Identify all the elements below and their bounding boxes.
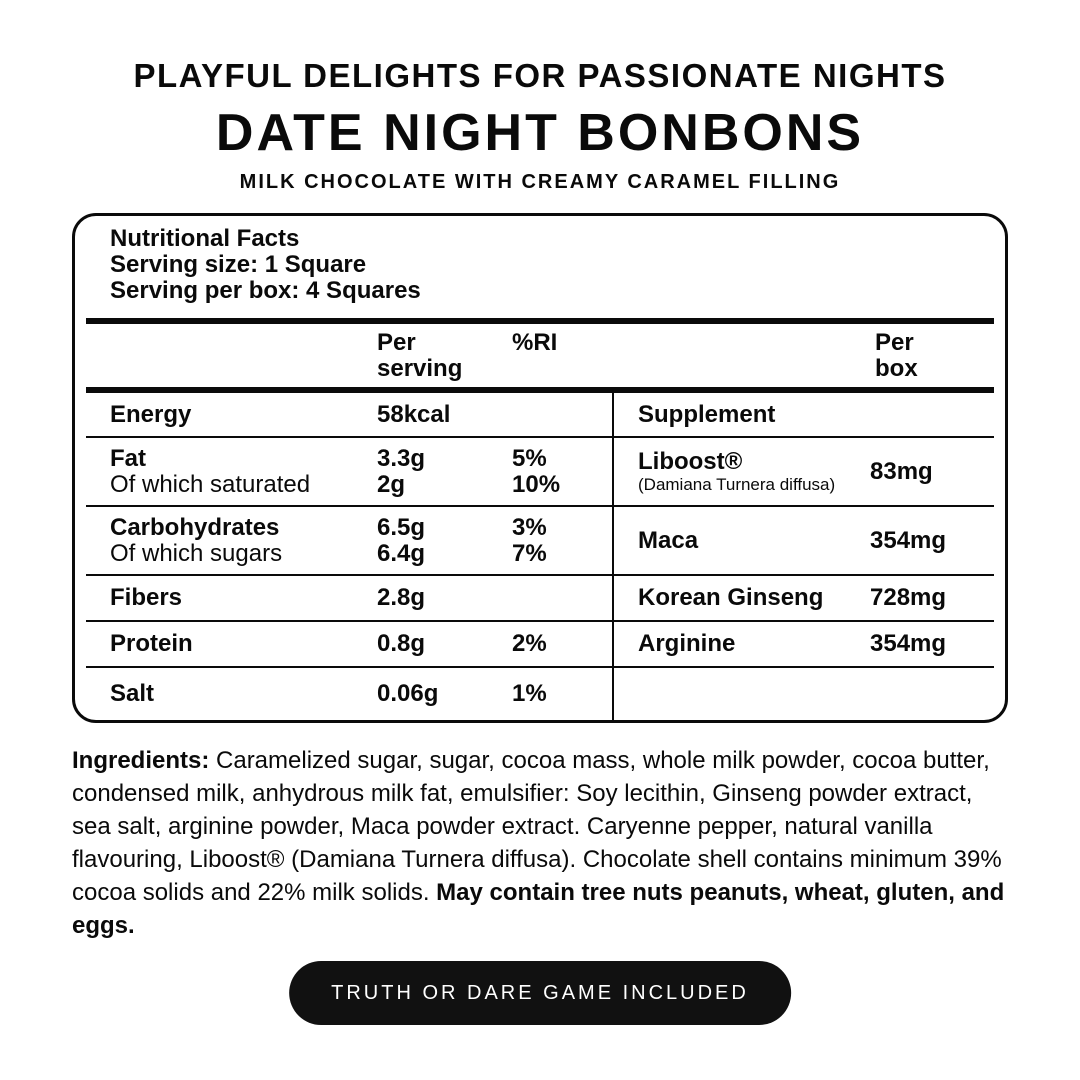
nutrient-value: 58kcal <box>377 400 451 428</box>
supplement-value: 728mg <box>870 584 947 611</box>
supplement-label: Arginine <box>638 630 736 657</box>
nutrient-label: Fibers <box>110 584 183 611</box>
nutrient-ri: 1% <box>512 680 547 707</box>
supplement-label: Liboost® <box>638 448 743 475</box>
divider-thick-top <box>86 318 994 324</box>
table-row-protein <box>86 622 994 668</box>
column-header-text: Per <box>875 329 914 356</box>
nutrient-sub-label: Of which sugars <box>110 539 283 567</box>
nutrient-label: Salt <box>110 680 155 707</box>
column-header-ri: %RI <box>512 329 558 356</box>
supplement-value: 354mg <box>870 526 947 554</box>
nutrient-ri: 3% <box>512 513 547 541</box>
column-header-per-box <box>875 330 918 382</box>
supplement-value: 83mg <box>870 457 933 485</box>
nutrient-label: Energy <box>110 400 192 428</box>
nutrition-table <box>86 393 994 720</box>
nutrient-ri: 2% <box>512 630 547 657</box>
nutrient-value: 0.06g <box>377 680 439 707</box>
product-title: DATE NIGHT BONBONS <box>215 104 865 162</box>
nutrient-label: Protein <box>110 630 193 657</box>
nutrient-sub-value: 6.4g <box>377 539 426 567</box>
nutrient-label: Fat <box>110 444 146 472</box>
nutrient-sub-value: 2g <box>377 470 406 498</box>
column-header-per-serving <box>377 330 462 382</box>
serving-size: Serving size: 1 Square <box>110 251 367 278</box>
product-subtitle: MILK CHOCOLATE WITH CREAMY CARAMEL FILLING <box>239 171 841 193</box>
supplement-section-title: Supplement <box>638 400 776 428</box>
table-row-salt <box>86 668 994 720</box>
allergen-warning: May contain tree nuts peanuts, wheat, gluten, and eggs. <box>72 879 1005 939</box>
table-row-fibers <box>86 576 994 622</box>
nutrient-ri: 5% <box>512 444 547 472</box>
ingredients-text: Caramelized sugar, sugar, cocoa mass, whole milk powder, cocoa butter, condensed milk, anhydrous milk fat, emulsifier: Soy lecithin, Ginseng powder extract, sea salt, arginine powder, Maca powder extract. Caryenne pepper, natural vanilla flavouring, Liboost® (Damiana Turnera diffusa). Chocolate shell contains minimum 39% cocoa solids and 22% milk solids. <box>72 747 1002 906</box>
truth-or-dare-badge <box>289 961 791 1025</box>
table-row-fat <box>86 438 994 507</box>
nutrient-value: 2.8g <box>377 584 426 611</box>
nutrient-sub-label: Of which saturated <box>110 470 311 498</box>
nutrient-value: 6.5g <box>377 513 426 541</box>
column-header-text: Per <box>377 329 416 356</box>
supplement-label: Maca <box>638 526 699 554</box>
table-row-energy <box>86 393 994 438</box>
badge-label: TRUTH OR DARE GAME INCLUDED <box>331 981 749 1004</box>
nutrient-label: Carbohydrates <box>110 513 280 541</box>
column-header-text: box <box>875 355 918 382</box>
nutrient-sub-ri: 10% <box>512 470 561 498</box>
nutrient-value: 3.3g <box>377 444 426 472</box>
supplement-label: Korean Ginseng <box>638 584 824 611</box>
table-row-carbohydrates <box>86 507 994 576</box>
nutrition-facts-title: Nutritional Facts <box>110 225 300 252</box>
supplement-sub-label: (Damiana Turnera diffusa) <box>638 475 836 494</box>
servings-per-box: Serving per box: 4 Squares <box>110 277 421 304</box>
serving-info <box>110 226 421 304</box>
ingredients-label: Ingredients: <box>72 747 210 774</box>
nutrient-sub-ri: 7% <box>512 539 547 567</box>
column-header-text: serving <box>377 355 463 382</box>
nutrient-value: 0.8g <box>377 630 426 657</box>
supplement-value: 354mg <box>870 630 947 657</box>
ingredients-paragraph <box>72 744 1010 942</box>
nutrition-facts-panel <box>72 213 1008 723</box>
tagline: PLAYFUL DELIGHTS FOR PASSIONATE NIGHTS <box>133 57 947 94</box>
